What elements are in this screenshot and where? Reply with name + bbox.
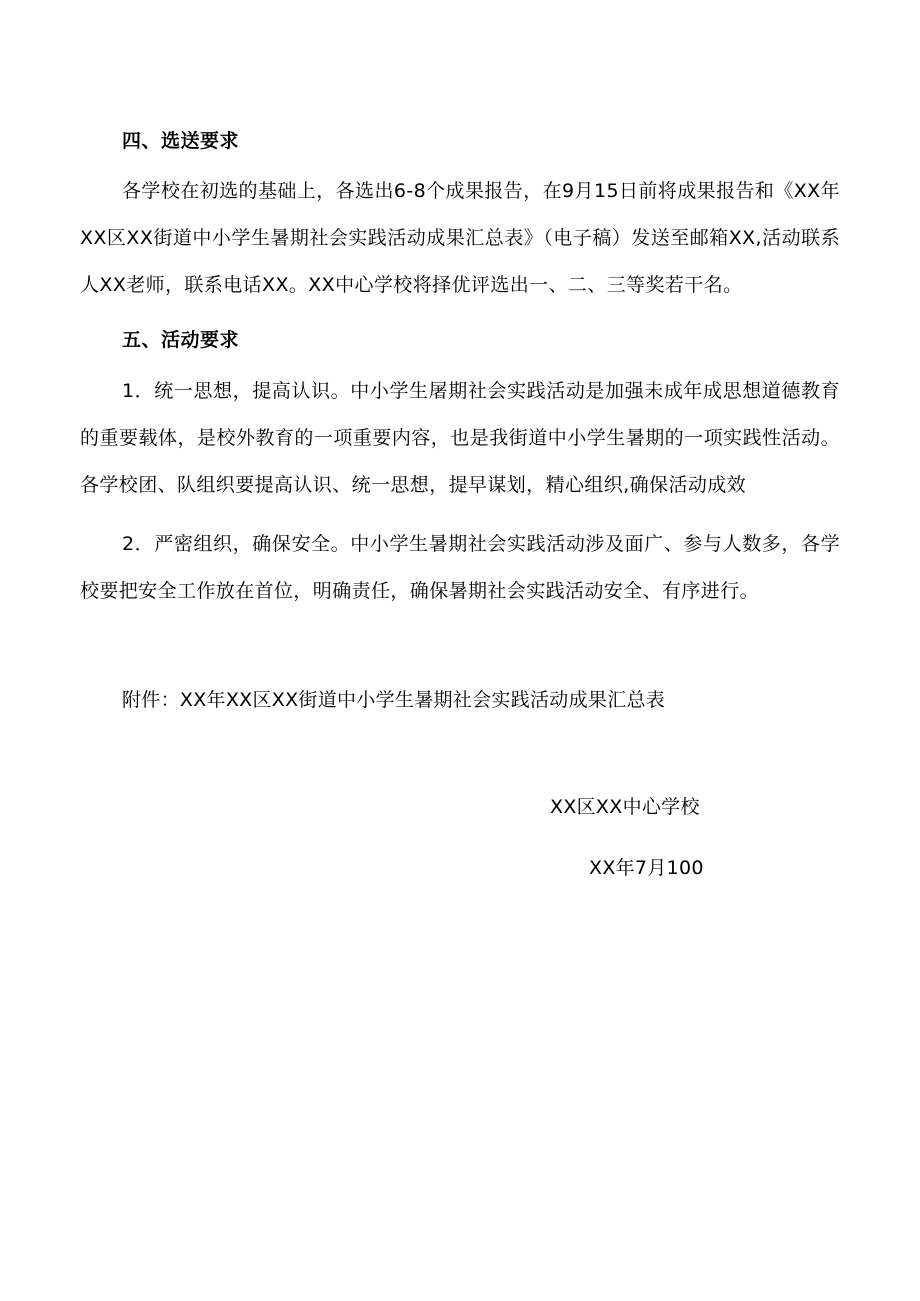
signature-date: XX年7月100 xyxy=(589,857,704,879)
section-5-item-2-text: 2．严密组织，确保安全。中小学生暑期社会实践活动涉及面广、参与人数多，各学校要把安全工作放在首位，明确责任，确保暑期社会实践活动安全、有序进行。 xyxy=(80,533,840,602)
section-5-item-1-text: 1．统一思想，提高认识。中小学生屠期社会实践活动是加强未成年成思想道德教育的重要载体，是校外教育的一项重要内容，也是我街道中小学生暑期的一项实践性活动。各学校团、队组织要提高认识、统一思想，提早谋划，精心组织,确保活动成效 xyxy=(80,380,840,496)
signature-organization: XX区XX中心学校 xyxy=(550,796,700,818)
section-5-item-2 xyxy=(80,521,840,615)
section-4-paragraph-text: 各学校在初选的基础上，各选出6-8个成果报告，在9月15日前将成果报告和《XX年XX区XX街道中小学生暑期社会实践活动成果汇总表》（电子稿）发送至邮箱XX,活动联系人XX老师，联系电话XX。XX中心学校将择优评选出一、二、三等奖若干名。 xyxy=(80,180,840,296)
section-5-heading: 五、活动要求 xyxy=(122,329,240,351)
section-5-item-1 xyxy=(80,368,840,509)
section-4-paragraph xyxy=(80,168,840,309)
attachment-line: 附件：XX年XX区XX街道中小学生暑期社会实践活动成果汇总表 xyxy=(122,689,666,711)
section-4-heading: 四、选送要求 xyxy=(122,130,240,152)
